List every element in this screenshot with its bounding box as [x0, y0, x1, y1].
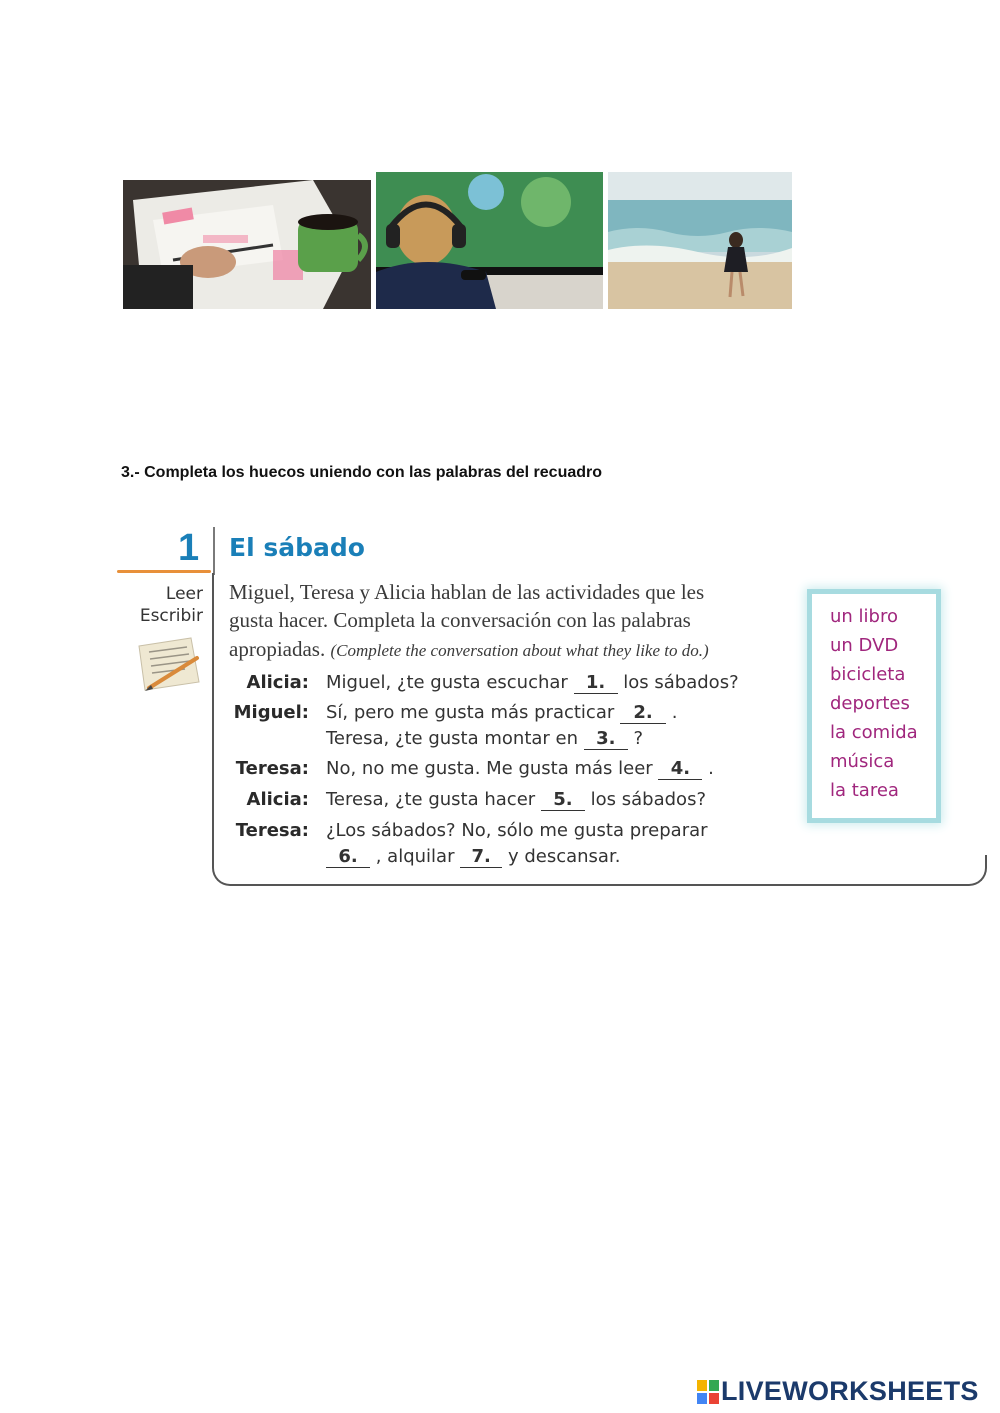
- exercise-number: 1: [178, 527, 200, 569]
- blank-1[interactable]: 1.: [574, 673, 618, 694]
- intro-line-2: gusta hacer. Completa la conversación con las palabras: [229, 608, 691, 632]
- skill-label-write: Escribir: [139, 606, 203, 626]
- word-un-dvd: un DVD: [830, 635, 899, 656]
- dialogue-line-4: No, no me gusta. Me gusta más leer 4. .: [326, 758, 714, 779]
- word-un-libro: un libro: [830, 606, 898, 627]
- dialogue-line-6: ¿Los sábados? No, sólo me gusta preparar: [326, 820, 708, 841]
- intro-line-1: Miguel, Teresa y Alicia hablan de las actividades que les: [229, 580, 705, 604]
- blank-5[interactable]: 5.: [541, 790, 585, 811]
- logo-text: LIVEWORKSHEETS: [721, 1376, 979, 1406]
- speaker-miguel: Miguel:: [233, 702, 309, 723]
- dialogue-line-7: 6. , alquilar 7. y descansar.: [326, 846, 620, 868]
- blank-6[interactable]: 6.: [326, 847, 370, 868]
- blank-3[interactable]: 3.: [584, 729, 628, 750]
- intro-line-3: [229, 637, 709, 662]
- exercise-title: El sábado: [229, 533, 365, 562]
- speaker-teresa-2: Teresa:: [235, 820, 309, 841]
- english-note: (Complete the conversation about what they like to do.): [330, 641, 709, 660]
- speaker-alicia-2: Alicia:: [246, 789, 309, 810]
- word-bank-box: [812, 594, 936, 818]
- word-deportes: deportes: [830, 693, 910, 714]
- word-bicicleta: bicicleta: [830, 664, 906, 685]
- logo-grid-icon: [697, 1380, 719, 1404]
- studying-photo: [123, 180, 371, 309]
- beach-photo: [608, 172, 792, 309]
- header-underline: [117, 570, 211, 573]
- dialogue-line-2: Sí, pero me gusta más practicar 2. .: [326, 702, 678, 723]
- blank-4[interactable]: 4.: [658, 759, 702, 780]
- dialogue-line-1: Miguel, ¿te gusta escuchar 1. los sábados?: [326, 672, 739, 693]
- intro-text-end: apropiadas.: [229, 637, 326, 661]
- skill-label-read: Leer: [165, 584, 203, 604]
- word-la-comida: la comida: [830, 722, 918, 743]
- exercise-instruction: 3.- Completa los huecos uniendo con las palabras del recuadro: [121, 464, 603, 481]
- speaker-teresa: Teresa:: [235, 758, 309, 779]
- gaming-photo: [376, 172, 603, 309]
- word-musica: música: [830, 751, 895, 772]
- dialogue-line-5: Teresa, ¿te gusta hacer 5. los sábados?: [326, 789, 707, 810]
- speaker-alicia: Alicia:: [246, 672, 309, 693]
- dialogue-line-3: Teresa, ¿te gusta montar en 3. ?: [326, 728, 644, 749]
- word-la-tarea: la tarea: [830, 780, 899, 801]
- blank-7[interactable]: 7.: [460, 847, 502, 868]
- blank-2[interactable]: 2.: [620, 703, 666, 724]
- writing-note-icon: [135, 636, 205, 694]
- title-divider: [213, 527, 215, 575]
